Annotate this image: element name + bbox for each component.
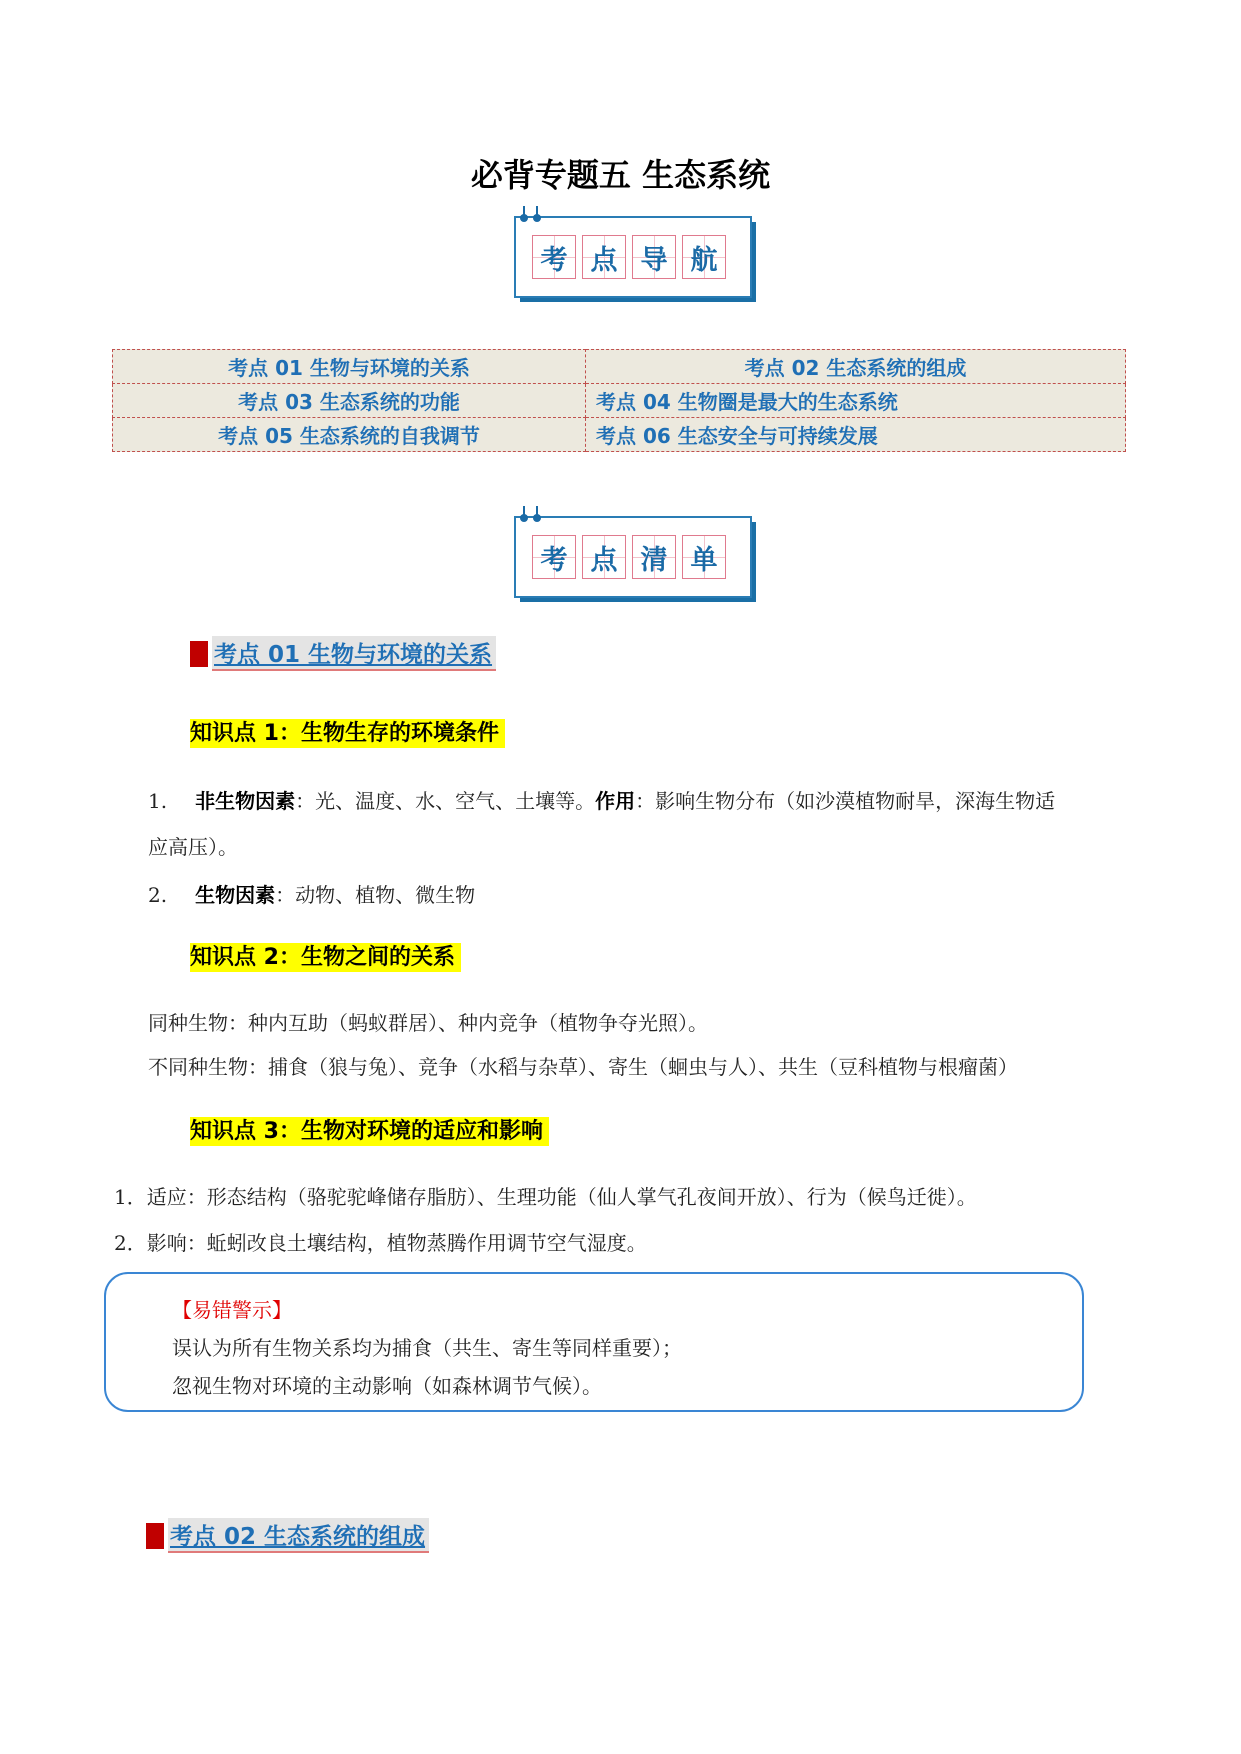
banner-char: 航 (682, 235, 726, 279)
knowledge-point-heading: 知识点 2：生物之间的关系 (190, 943, 461, 972)
kp1-item-1-cont: 应高压）。 (148, 835, 238, 859)
kp3-line-1: 1．适应：形态结构（骆驼驼峰储存脂肪）、生理功能（仙人掌气孔夜间开放）、行为（候鸟迁徙）。 (114, 1185, 977, 1209)
item-text: ：光、温度、水、空气、土壤等。 (295, 789, 596, 813)
nav-link-topic-02[interactable]: 考点 02 生态系统的组成 (586, 350, 1126, 384)
kp1-item-1 (148, 786, 1055, 816)
kp2-heading-wrap (190, 940, 461, 971)
section-heading-text: 考点 02 生态系统的组成 (168, 1518, 429, 1553)
kp1-heading-wrap (190, 716, 505, 747)
section-heading-text: 考点 01 生物与环境的关系 (212, 636, 496, 671)
banner-char: 考 (532, 535, 576, 579)
section-heading-02[interactable] (146, 1518, 429, 1553)
red-block-icon (146, 1523, 164, 1549)
kp3-line-2: 2．影响：蚯蚓改良土壤结构，植物蒸腾作用调节空气湿度。 (114, 1231, 647, 1255)
knowledge-point-heading: 知识点 1：生物生存的环境条件 (190, 719, 505, 748)
ring-icon (533, 506, 541, 522)
red-block-icon (190, 641, 208, 667)
warning-line-2: 忽视生物对环境的主动影响（如森林调节气候）。 (172, 1374, 602, 1398)
ring-icon (533, 206, 541, 222)
topic-nav-table (112, 349, 1126, 452)
item-text: ：影响生物分布（如沙漠植物耐旱，深海生物适 (635, 789, 1056, 813)
item-term: 生物因素 (195, 883, 276, 907)
kp2-line-2: 不同种生物：捕食（狼与兔）、竞争（水稻与杂草）、寄生（蛔虫与人）、共生（豆科植物与根瘤菌） (148, 1055, 1018, 1079)
banner-char: 清 (632, 535, 676, 579)
ring-icon (520, 206, 528, 222)
warning-box (104, 1272, 1084, 1412)
item-text: ：动物、植物、微生物 (275, 883, 476, 907)
banner-char: 点 (582, 235, 626, 279)
nav-link-topic-06[interactable]: 考点 06 生态安全与可持续发展 (586, 418, 1126, 452)
banner-char: 单 (682, 535, 726, 579)
banner-char: 考 (532, 235, 576, 279)
nav-link-topic-01[interactable]: 考点 01 生物与环境的关系 (113, 350, 586, 384)
warning-title: 【易错警示】 (172, 1298, 292, 1322)
nav-banner (514, 216, 754, 300)
nav-link-topic-04[interactable]: 考点 04 生物圈是最大的生态系统 (586, 384, 1126, 418)
kp1-item-2 (148, 880, 475, 910)
nav-link-topic-05[interactable]: 考点 05 生态系统的自我调节 (113, 418, 586, 452)
item-number: 1. (148, 789, 168, 813)
list-banner (514, 516, 754, 600)
page-title: 必背专题五 生态系统 (470, 156, 771, 194)
kp2-line-1: 同种生物：种内互助（蚂蚁群居）、种内竞争（植物争夺光照）。 (148, 1011, 708, 1035)
item-term: 作用 (595, 789, 636, 813)
banner-char: 点 (582, 535, 626, 579)
ring-icon (520, 506, 528, 522)
warning-line-1: 误认为所有生物关系均为捕食（共生、寄生等同样重要）； (172, 1336, 682, 1360)
kp3-heading-wrap (190, 1114, 549, 1145)
banner-char: 导 (632, 235, 676, 279)
knowledge-point-heading: 知识点 3：生物对环境的适应和影响 (190, 1117, 549, 1146)
item-term: 非生物因素 (195, 789, 296, 813)
nav-link-topic-03[interactable]: 考点 03 生态系统的功能 (113, 384, 586, 418)
section-heading-01[interactable] (190, 636, 496, 671)
item-number: 2. (148, 883, 168, 907)
